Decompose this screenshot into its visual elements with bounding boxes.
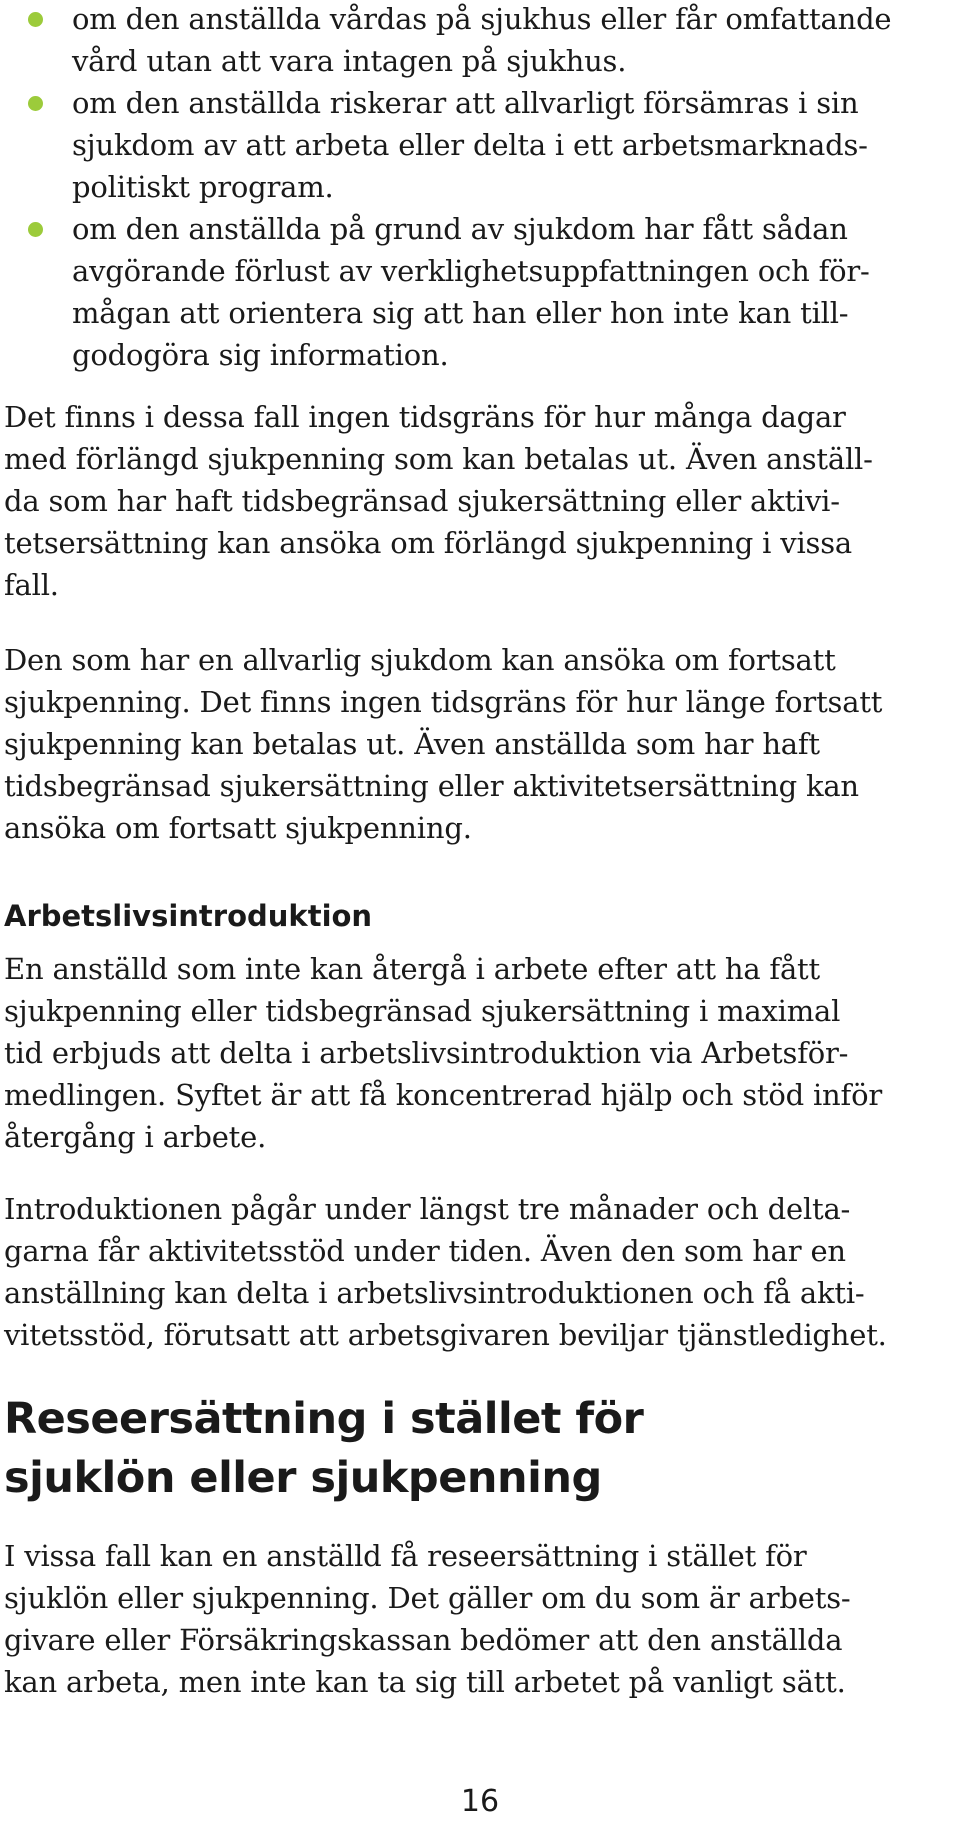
paragraph-line: En anställd som inte kan återgå i arbete efter att ha fått <box>4 952 820 986</box>
paragraph-line: tetsersättning kan ansöka om förlängd sjukpenning i vissa <box>4 526 852 560</box>
bullet-icon <box>28 96 43 111</box>
paragraph-line: medlingen. Syftet är att få koncentrerad hjälp och stöd inför <box>4 1078 882 1112</box>
paragraph-line: sjukpenning kan betalas ut. Även anställda som har haft <box>4 727 820 761</box>
paragraph-extended-sick-pay <box>4 396 956 606</box>
paragraph-continued-sick-pay <box>4 639 956 849</box>
heading-line: Reseersättning i stället för <box>4 1394 644 1444</box>
bullet-line: om den anställda riskerar att allvarligt försämras i sin <box>72 86 859 120</box>
paragraph-line: sjukpenning. Det finns ingen tidsgräns för hur länge fortsatt <box>4 685 883 719</box>
paragraph-line: vitetsstöd, förutsatt att arbetsgivaren beviljar tjänstledighet. <box>4 1318 887 1352</box>
paragraph-line: garna får aktivitetsstöd under tiden. Även den som har en <box>4 1234 846 1268</box>
bullet-list <box>0 0 960 376</box>
bullet-item <box>0 82 960 208</box>
bullet-line: mågan att orientera sig att han eller hon inte kan till- <box>72 296 849 330</box>
paragraph-line: da som har haft tidsbegränsad sjukersättning eller aktivi- <box>4 484 840 518</box>
bullet-item <box>0 0 960 82</box>
bullet-icon <box>28 12 43 27</box>
paragraph-work-introduction <box>4 948 956 1158</box>
paragraph-line: ansöka om fortsatt sjukpenning. <box>4 811 472 845</box>
section-heading-reseersattning <box>4 1390 944 1508</box>
heading-line: sjuklön eller sjukpenning <box>4 1453 602 1503</box>
bullet-line: om den anställda på grund av sjukdom har fått sådan <box>72 212 848 246</box>
bullet-item <box>0 208 960 376</box>
paragraph-line: återgång i arbete. <box>4 1120 267 1154</box>
paragraph-line: sjuklön eller sjukpenning. Det gäller om du som är arbets- <box>4 1581 851 1615</box>
page-number: 16 <box>460 1784 500 1819</box>
bullet-line: om den anställda vårdas på sjukhus eller får omfattande <box>72 2 892 36</box>
paragraph-line: Den som har en allvarlig sjukdom kan ansöka om fortsatt <box>4 643 836 677</box>
bullet-line: vård utan att vara intagen på sjukhus. <box>72 44 627 78</box>
paragraph-line: kan arbeta, men inte kan ta sig till arbetet på vanligt sätt. <box>4 1665 846 1699</box>
paragraph-line: tidsbegränsad sjukersättning eller aktivitetsersättning kan <box>4 769 859 803</box>
bullet-line: godogöra sig information. <box>72 338 449 372</box>
paragraph-travel-compensation <box>4 1535 956 1703</box>
paragraph-line: I vissa fall kan en anställd få reseersättning i stället för <box>4 1539 807 1573</box>
paragraph-line: givare eller Försäkringskassan bedömer att den anställda <box>4 1623 843 1657</box>
paragraph-line: Introduktionen pågår under längst tre månader och delta- <box>4 1192 851 1226</box>
paragraph-line: sjukpenning eller tidsbegränsad sjukersättning i maximal <box>4 994 841 1028</box>
paragraph-line: fall. <box>4 568 59 602</box>
paragraph-line: med förlängd sjukpenning som kan betalas ut. Även anställ- <box>4 442 873 476</box>
paragraph-line: anställning kan delta i arbetslivsintroduktionen och få akti- <box>4 1276 865 1310</box>
bullet-icon <box>28 222 43 237</box>
bullet-line: politiskt program. <box>72 170 334 204</box>
bullet-line: avgörande förlust av verklighetsuppfattningen och för- <box>72 254 870 288</box>
paragraph-line: Det finns i dessa fall ingen tidsgräns för hur många dagar <box>4 400 846 434</box>
section-heading-arbetslivsintroduktion: Arbetslivsintroduktion <box>4 899 373 933</box>
paragraph-line: tid erbjuds att delta i arbetslivsintroduktion via Arbetsför- <box>4 1036 849 1070</box>
bullet-line: sjukdom av att arbeta eller delta i ett arbetsmarknads- <box>72 128 868 162</box>
paragraph-introduction-duration <box>4 1188 956 1356</box>
